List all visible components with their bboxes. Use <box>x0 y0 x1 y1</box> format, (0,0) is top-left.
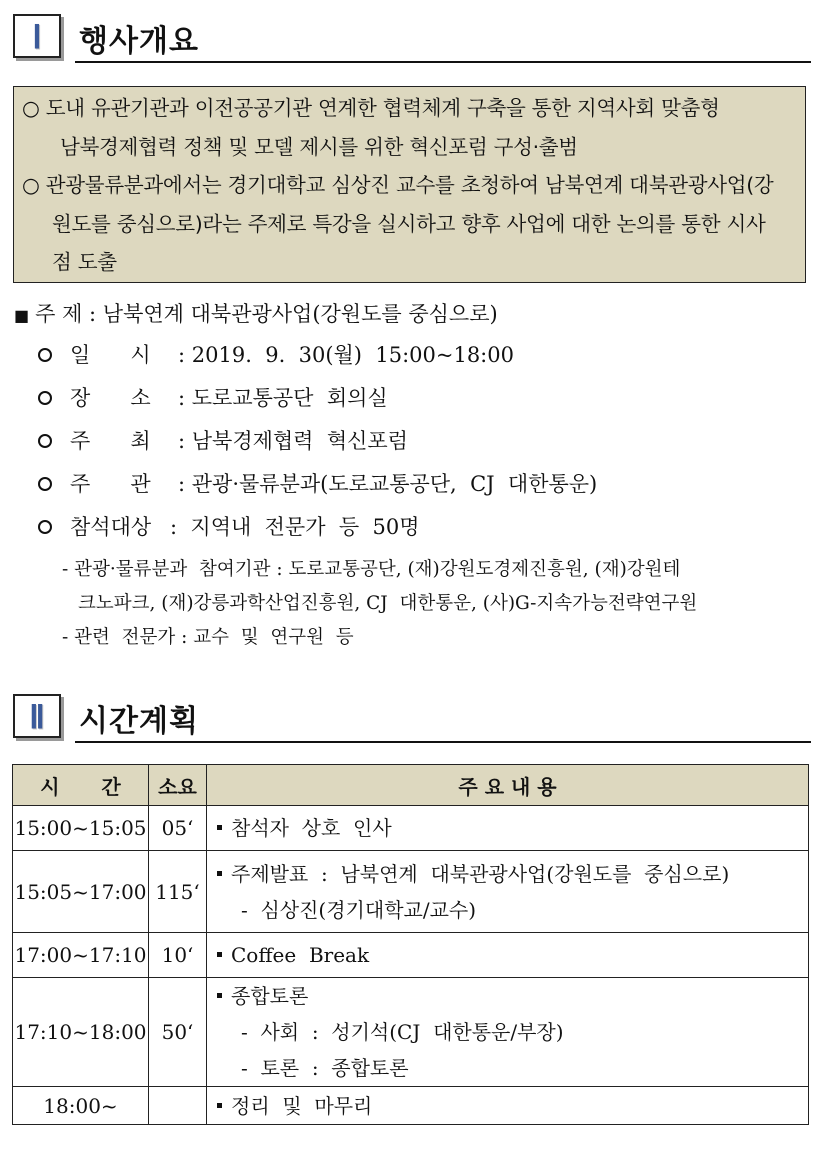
info-value: : 지역내 전문가 등 50명 <box>170 515 420 539</box>
circle-bullet-icon <box>38 477 52 491</box>
table-row <box>13 978 809 1087</box>
circle-bullet-icon <box>38 348 52 362</box>
summary-line-5: 점 도출 <box>52 250 117 274</box>
circle-bullet-icon <box>38 391 52 405</box>
schedule-header-row <box>13 765 809 806</box>
info-label: 주 관 <box>70 472 151 496</box>
section-2-header <box>13 694 813 744</box>
info-label: 주 최 <box>70 429 151 453</box>
content-item: Coffee Break <box>231 943 370 967</box>
circle-bullet-icon <box>38 434 52 448</box>
header-content: 주 요 내 용 <box>207 765 809 806</box>
row-duration <box>149 1087 207 1125</box>
header-duration: 소요 <box>149 765 207 806</box>
schedule-table <box>12 764 809 1125</box>
table-row <box>13 806 809 851</box>
section-1-number: Ⅰ <box>13 14 61 58</box>
row-time: 18:00~ <box>13 1087 149 1125</box>
row-duration: 05‘ <box>149 806 207 851</box>
section-2-number: Ⅱ <box>13 694 61 738</box>
row-content <box>207 1087 809 1125</box>
summary-line-3: ○ 관광물류분과에서는 경기대학교 심상진 교수를 초청하여 남북연계 대북관광사업(강 <box>22 173 774 197</box>
square-bullet-icon <box>217 952 222 957</box>
square-bullet-icon <box>217 1103 222 1108</box>
circle-bullet-icon <box>38 520 52 534</box>
content-item: 종합토론 <box>231 984 309 1008</box>
info-value: : 남북경제협력 혁신포럼 <box>178 429 408 453</box>
row-content <box>207 851 809 933</box>
content-sub-item: - 토론 : 종합토론 <box>241 1056 409 1080</box>
info-item-attendees <box>38 511 420 541</box>
info-value: : 관광·물류분과(도로교통공단, CJ 대한통운) <box>178 472 598 496</box>
summary-line-4: 원도를 중심으로)라는 주제로 특강을 실시하고 향후 사업에 대한 논의를 통한 시사 <box>52 211 766 236</box>
row-time: 15:00~15:05 <box>13 806 149 851</box>
row-time: 17:10~18:00 <box>13 978 149 1087</box>
row-time: 17:00~17:10 <box>13 933 149 978</box>
square-bullet-icon <box>217 871 222 876</box>
content-item: 참석자 상호 인사 <box>231 816 392 840</box>
info-item-host <box>38 425 408 455</box>
row-time: 15:05~17:00 <box>13 851 149 933</box>
content-sub-item: - 사회 : 성기석(CJ 대한통운/부장) <box>241 1020 564 1044</box>
table-row <box>13 851 809 933</box>
topic-text: 주 제 : 남북연계 대북관광사업(강원도를 중심으로) <box>35 302 498 326</box>
content-sub-item: - 심상진(경기대학교/교수) <box>241 897 477 922</box>
info-item-organizer <box>38 468 597 498</box>
info-label: 참석대상 <box>70 515 152 539</box>
square-bullet-icon <box>217 993 222 998</box>
row-duration: 115‘ <box>149 851 207 933</box>
section-1-rule <box>75 61 811 63</box>
row-content <box>207 933 809 978</box>
info-label: 장 소 <box>70 386 151 410</box>
row-duration: 50‘ <box>149 978 207 1087</box>
content-item: 주제발표 : 남북연계 대북관광사업(강원도를 중심으로) <box>231 861 730 886</box>
table-row <box>13 933 809 978</box>
summary-line-1: ○ 도내 유관기관과 이전공공기관 연계한 협력체계 구축을 통한 지역사회 맞춤형 <box>22 96 720 120</box>
section-2-rule <box>75 741 811 743</box>
info-value: : 도로교통공단 회의실 <box>178 386 388 410</box>
content-item: 정리 및 마무리 <box>231 1093 373 1118</box>
table-row <box>13 1087 809 1125</box>
info-label: 일 시 <box>70 343 151 367</box>
row-content <box>207 806 809 851</box>
section-2-title: 시간계획 <box>79 704 199 739</box>
sub-item-2: 크노파크, (재)강릉과학산업진흥원, CJ 대한통운, (사)G-지속가능전략연구원 <box>78 593 698 614</box>
info-item-place <box>38 382 388 412</box>
info-value: : 2019. 9. 30(월) 15:00~18:00 <box>178 343 514 367</box>
square-bullet-icon <box>217 825 222 830</box>
square-bullet-icon: ■ <box>14 306 30 325</box>
row-content <box>207 978 809 1087</box>
section-1-header <box>13 14 813 64</box>
section-1-title: 행사개요 <box>79 24 199 59</box>
header-time: 시 간 <box>13 765 149 806</box>
info-item-date <box>38 339 514 369</box>
sub-item-3: - 관련 전문가 : 교수 및 연구원 등 <box>62 627 354 648</box>
topic-line <box>14 298 498 328</box>
sub-item-1: - 관광·물류분과 참여기관 : 도로교통공단, (재)강원도경제진흥원, (재)강원테 <box>62 559 681 580</box>
summary-line-2: 남북경제협력 정책 및 모델 제시를 위한 혁신포럼 구성·출범 <box>60 134 578 159</box>
row-duration: 10‘ <box>149 933 207 978</box>
summary-box <box>13 86 806 283</box>
